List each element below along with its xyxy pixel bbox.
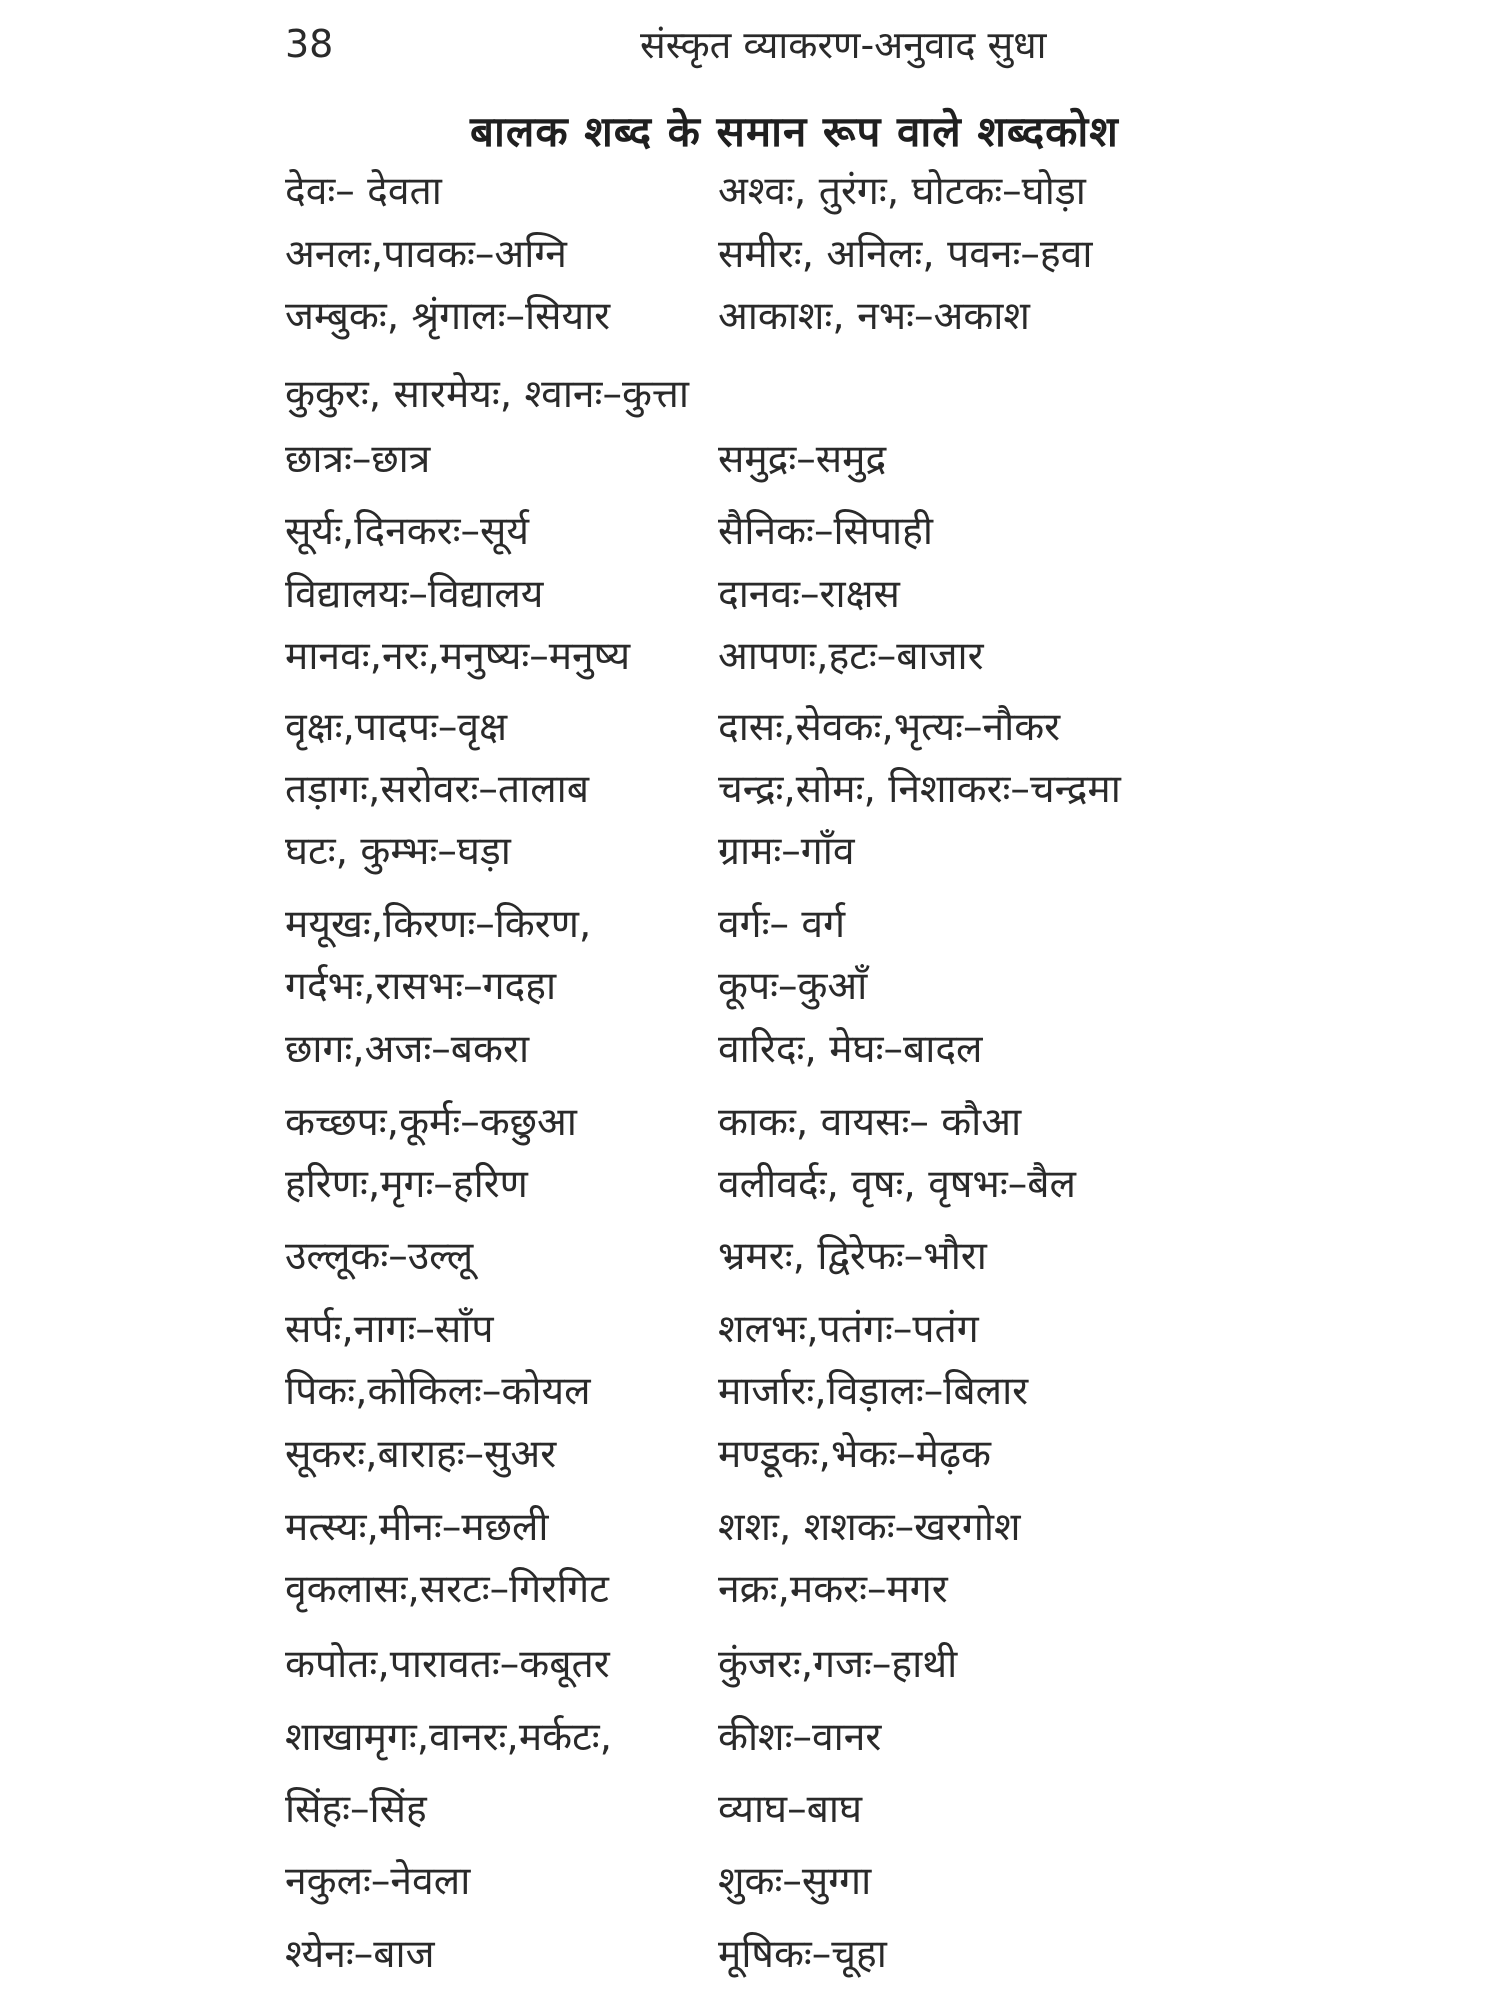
- word-entry-left: कपोतः,पारावतः–कबूतर: [285, 1642, 610, 1687]
- word-entry-left: नकुलः–नेवला: [285, 1859, 471, 1904]
- word-entry-left: वृकलासः,सरटः–गिरगिट: [285, 1567, 609, 1612]
- word-entry-left: उल्लूकः–उल्लू: [285, 1234, 474, 1279]
- word-entry-left: कुकुरः, सारमेयः, श्वानः–कुत्ता: [285, 372, 689, 417]
- word-entry-left: गर्दभः,रासभः–गदहा: [285, 964, 557, 1009]
- word-entry-right: मूषिकः–चूहा: [718, 1932, 887, 1977]
- word-entry-left: जम्बुकः, श्रृंगालः–सियार: [285, 294, 611, 339]
- word-entry-right: शलभः,पतंगः–पतंग: [718, 1307, 979, 1352]
- word-entry-right: काकः, वायसः– कौआ: [718, 1100, 1022, 1145]
- word-entry-right: दानवः–राक्षस: [718, 572, 900, 617]
- word-entry-left: अनलः,पावकः–अग्नि: [285, 232, 567, 277]
- word-entry-left: विद्यालयः–विद्यालय: [285, 572, 544, 617]
- word-entry-left: मयूखः,किरणः–किरण,: [285, 902, 592, 947]
- word-entry-right: समीरः, अनिलः, पवनः–हवा: [718, 232, 1093, 277]
- word-entry-left: श्येनः–बाज: [285, 1932, 435, 1977]
- word-entry-right: मार्जारः,विड़ालः–बिलार: [718, 1369, 1029, 1414]
- word-entry-right: आपणः,हटः–बाजार: [718, 634, 984, 679]
- word-entry-left: कच्छपः,कूर्मः–कछुआ: [285, 1100, 577, 1145]
- word-entry-right: समुद्रः–समुद्र: [718, 437, 887, 482]
- word-entry-left: सिंहः–सिंह: [285, 1787, 427, 1832]
- word-entry-left: पिकः,कोकिलः–कोयल: [285, 1369, 591, 1414]
- word-entry-left: छात्रः–छात्र: [285, 437, 431, 482]
- word-entry-left: तड़ागः,सरोवरः–तालाब: [285, 767, 590, 812]
- word-entry-right: शशः, शशकः–खरगोश: [718, 1505, 1021, 1550]
- word-entry-left: हरिणः,मृगः–हरिण: [285, 1162, 528, 1207]
- word-entry-right: दासः,सेवकः,भृत्यः–नौकर: [718, 705, 1061, 750]
- running-title: संस्कृत व्याकरण-अनुवाद सुधा: [640, 23, 1047, 67]
- word-entry-right: अश्वः, तुरंगः, घोटकः–घोड़ा: [718, 169, 1086, 214]
- section-heading: बालक शब्द के समान रूप वाले शब्दकोश: [470, 107, 1119, 156]
- word-entry-left: सर्पः,नागः–साँप: [285, 1307, 494, 1352]
- word-entry-right: कीशः–वानर: [718, 1715, 882, 1760]
- word-entry-right: वर्गः– वर्ग: [718, 902, 846, 947]
- word-entry-left: घटः, कुम्भः–घड़ा: [285, 829, 511, 874]
- word-entry-right: वारिदः, मेघः–बादल: [718, 1027, 983, 1072]
- word-entry-right: भ्रमरः, द्विरेफः–भौरा: [718, 1234, 987, 1279]
- word-entry-left: सूर्यः,दिनकरः–सूर्य: [285, 509, 529, 554]
- word-entry-left: मानवः,नरः,मनुष्यः–मनुष्य: [285, 634, 631, 679]
- word-entry-left: शाखामृगः,वानरः,मर्कटः,: [285, 1715, 613, 1760]
- word-entry-right: ग्रामः–गाँव: [718, 829, 855, 874]
- word-entry-right: चन्द्रः,सोमः, निशाकरः–चन्द्रमा: [718, 767, 1121, 812]
- word-entry-left: सूकरः,बाराहः–सुअर: [285, 1432, 557, 1477]
- word-entry-right: सैनिकः–सिपाही: [718, 509, 933, 554]
- word-entry-right: मण्डूकः,भेकः–मेढ़क: [718, 1432, 991, 1477]
- word-entry-right: नक्रः,मकरः–मगर: [718, 1567, 948, 1612]
- word-entry-right: शुकः–सुग्गा: [718, 1859, 872, 1904]
- word-entry-left: छागः,अजः–बकरा: [285, 1027, 530, 1072]
- page-number: 38: [285, 22, 334, 66]
- word-entry-right: कुंजरः,गजः–हाथी: [718, 1642, 958, 1687]
- word-entry-right: आकाशः, नभः–अकाश: [718, 294, 1030, 339]
- word-entry-left: वृक्षः,पादपः–वृक्ष: [285, 705, 508, 750]
- word-entry-left: देवः– देवता: [285, 169, 442, 214]
- word-entry-right: कूपः–कुआँ: [718, 964, 868, 1009]
- word-entry-right: व्याघ–बाघ: [718, 1787, 863, 1832]
- word-entry-right: वलीवर्दः, वृषः, वृषभः–बैल: [718, 1162, 1076, 1207]
- word-entry-left: मत्स्यः,मीनः–मछली: [285, 1505, 549, 1550]
